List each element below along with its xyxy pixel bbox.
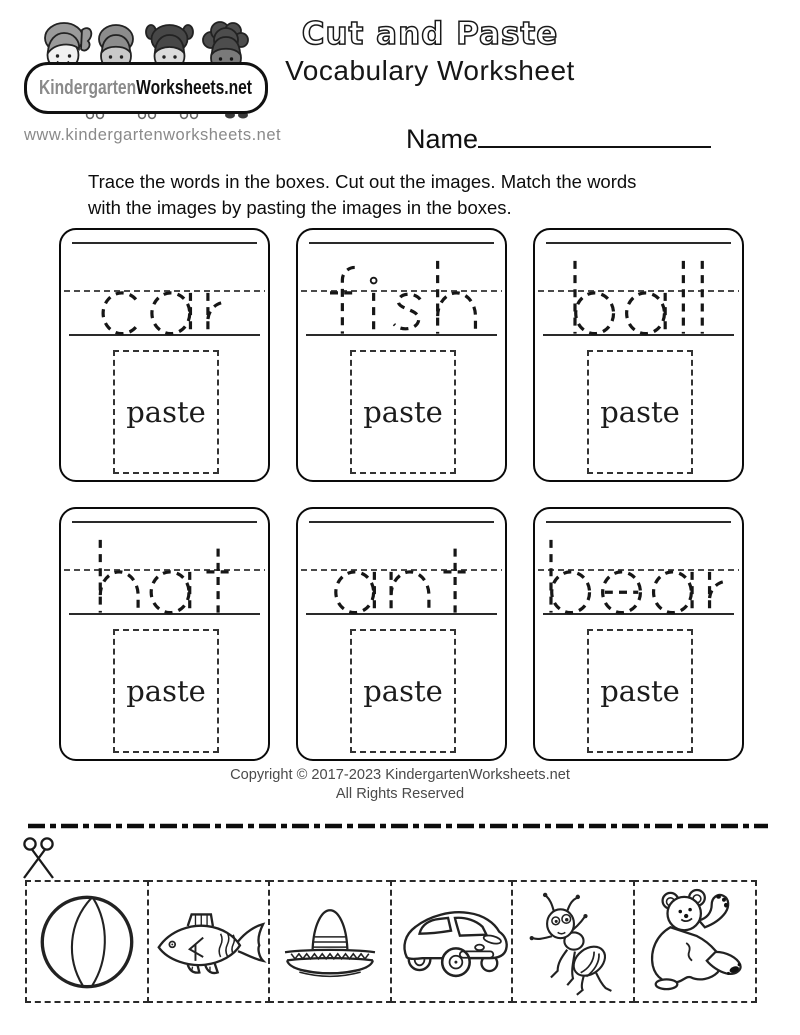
- paste-box: [113, 350, 219, 474]
- trace-word: [545, 537, 732, 617]
- name-blank-line: [478, 118, 711, 148]
- trace-card-car: [59, 228, 270, 482]
- cut-here-line: [28, 822, 768, 830]
- trace-card-fish: [296, 228, 507, 482]
- ball-image: [35, 890, 139, 994]
- trace-word: [99, 258, 230, 338]
- car-image: [393, 895, 511, 989]
- name-row: [406, 118, 711, 155]
- paste-box: [350, 629, 456, 753]
- paste-label: paste: [126, 674, 206, 708]
- trace-word: [95, 537, 234, 617]
- trace-card-bear: [533, 507, 744, 761]
- name-label: Name: [406, 124, 479, 154]
- bear-image: [640, 887, 750, 997]
- paste-label: paste: [600, 674, 680, 708]
- cutout-image-strip: [25, 880, 755, 1003]
- trace-card-hat: [59, 507, 270, 761]
- fish-image: [151, 900, 267, 984]
- cutout-cell-car: [390, 880, 514, 1003]
- paste-label: paste: [126, 395, 206, 429]
- guide-line-top: [72, 242, 257, 244]
- rights-line: All Rights Reserved: [335, 785, 465, 802]
- trace-word: [325, 258, 478, 338]
- website-url: www.kindergartenworksheets.net: [24, 126, 282, 144]
- instructions-line2: with the images by pasting the images in the boxes.: [88, 197, 512, 219]
- trace-card-ball: [533, 228, 744, 482]
- guide-line-top: [309, 521, 494, 523]
- paste-label: paste: [363, 674, 443, 708]
- sombrero-hat-image: [276, 896, 384, 988]
- page-subtitle: Vocabulary Worksheet: [285, 55, 575, 86]
- paste-box: [587, 629, 693, 753]
- kindergarten-worksheets-logo: [24, 14, 282, 144]
- instructions-line1: Trace the words in the boxes. Cut out the images. Match the words: [88, 171, 637, 192]
- cutout-cell-fish: [147, 880, 271, 1003]
- guide-line-top: [72, 521, 257, 523]
- trace-word: [332, 537, 471, 617]
- copyright-line: Copyright © 2017-2023 KindergartenWorksheets.net: [230, 767, 570, 783]
- paste-box: [113, 629, 219, 753]
- logo-banner: [24, 62, 268, 114]
- guide-line-top: [546, 242, 731, 244]
- cutout-cell-bear: [633, 880, 757, 1003]
- logo-wordmark: KindergartenWorksheets.net: [39, 76, 253, 99]
- cutout-cell-ant: [511, 880, 635, 1003]
- page-title: Cut and Paste: [301, 16, 559, 52]
- copyright-notice: [0, 766, 800, 804]
- paste-box: [350, 350, 456, 474]
- paste-label: paste: [363, 395, 443, 429]
- trace-word: [569, 258, 708, 338]
- scissors-icon: [20, 837, 60, 881]
- guide-line-top: [546, 521, 731, 523]
- title-block: [255, 16, 605, 87]
- paste-label: paste: [600, 395, 680, 429]
- cutout-cell-sombrero-hat: [268, 880, 392, 1003]
- cutout-cell-ball: [25, 880, 149, 1003]
- instructions-text: [88, 169, 758, 222]
- trace-card-ant: [296, 507, 507, 761]
- ant-image: [525, 888, 621, 996]
- paste-box: [587, 350, 693, 474]
- guide-line-top: [309, 242, 494, 244]
